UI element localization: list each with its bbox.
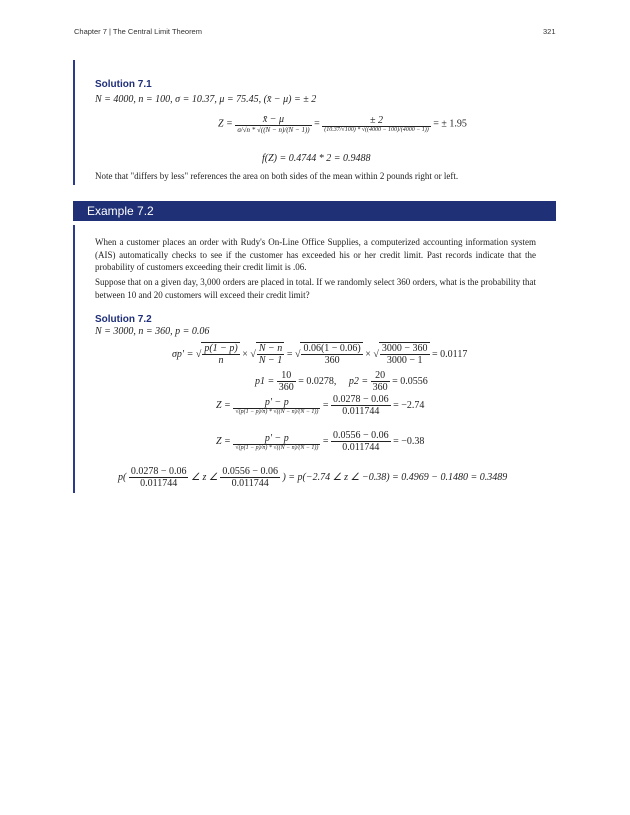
z-num2: ± 2: [322, 115, 431, 127]
p2-lhs: p2 =: [348, 375, 369, 387]
z1-frac-2: [331, 394, 391, 417]
prob-mid: ∠ z ∠: [190, 471, 218, 483]
p1-frac: [277, 370, 296, 393]
z2-result: = −0.38: [393, 435, 425, 447]
solution-7-2-givens: N = 3000, n = 360, p = 0.06: [95, 326, 210, 337]
z1-result: = −2.74: [393, 399, 425, 411]
z1-frac-1: [233, 397, 320, 415]
p1-p2-formula: [255, 370, 428, 393]
z1-num2: 0.0278 − 0.06: [333, 394, 389, 405]
prob-frac-a: [129, 466, 189, 489]
sigma-f2d: N − 1: [258, 355, 283, 366]
z-den1: σ/√n * √((N − n)/(N − 1)): [237, 126, 310, 134]
z2-num: p' − p: [233, 433, 320, 445]
z2-lhs: Z =: [216, 435, 231, 447]
example-7-2-paragraph-1: When a customer places an order with Rudy's On-Line Office Supplies, a computerized accounting information system (AIS) automatically checks to see if the customer has exceeded his or her credit limit. Past records indicate that the probability of customers exceeding their credit limit is .06.: [95, 237, 536, 272]
page-number: 321: [543, 27, 556, 36]
p1-num: 10: [277, 370, 296, 382]
sigma-frac-3: [301, 343, 362, 366]
z-lhs: Z =: [218, 118, 233, 130]
solution-7-1-z-formula: Z = $\frac{x̄ - \mu}{\sigma/√n * √((N - n)/(N - 1))}$ = $\frac{\pm 2}{(10.37/√100) * √((4000 - 100)/(4000 - 1))}$ = ± 1.95: [218, 114, 467, 134]
sigma-f4n: 3000 − 360: [381, 343, 428, 354]
z1-num: p' − p: [233, 397, 320, 409]
p2-result: = 0.0556: [392, 375, 428, 387]
z1-den: √(p(1 − p)/n) * √((N − n)/(N − 1)): [235, 408, 319, 415]
solution-7-1-title: Solution 7.1: [95, 79, 152, 90]
prob-b-num: 0.0556 − 0.06: [222, 466, 278, 477]
p2-frac: [371, 370, 390, 393]
prob-a-den: 0.011744: [140, 478, 178, 489]
z2-den2: 0.011744: [342, 442, 380, 453]
z-num1: x̄ − μ: [235, 114, 311, 126]
probability-formula: p( $\frac{0.0278 - 0.06}{0.011744}$ ∠ z ∠ $\frac{0.0556 - 0.06}{0.011744}$ ) = p(−2.74 ∠ z ∠ −0.38) = 0.4969 − 0.1480 = 0.3489: [118, 466, 508, 489]
prob-a-num: 0.0278 − 0.06: [130, 466, 187, 477]
prob-frac-b: [220, 466, 280, 489]
z2-formula: Z = $\frac{p' - p}{√(p(1 - p)/n) * √((N - n)/(N - 1))}$ = $\frac{0.0556 - 0.06}{0.011744}$ = −0.38: [216, 430, 425, 453]
z1-formula: Z = $\frac{p' - p}{√(p(1 - p)/n) * √((N - n)/(N - 1))}$ = $\frac{0.0278 - 0.06}{0.011744}$ = −2.74: [216, 394, 425, 417]
z-result: = ± 1.95: [433, 118, 467, 130]
sigma-f3n: 0.06(1 − 0.06): [303, 343, 361, 354]
sigma-result: = 0.0117: [432, 348, 468, 360]
solution-7-1-givens: N = 4000, n = 100, σ = 10.37, μ = 75.45, (x̄ − μ) = ± 2: [95, 94, 317, 105]
prob-rest: = p(−2.74 ∠ z ∠ −0.38) = 0.4969 − 0.1480 = 0.3489: [288, 471, 508, 483]
sigma-frac-1: [202, 343, 239, 366]
sigma-f2n: N − n: [258, 343, 283, 354]
solution-7-1-f-line: f(Z) = 0.4744 * 2 = 0.9488: [262, 153, 371, 164]
z1-lhs: Z =: [216, 399, 231, 411]
sigma-f1d: n: [218, 355, 224, 366]
example-7-2-sidebar: [73, 225, 75, 493]
sigma-frac-2: [257, 343, 284, 366]
sigma-f1n: p(1 − p): [204, 343, 238, 354]
z2-num2: 0.0556 − 0.06: [333, 430, 389, 441]
solution-7-1-note: Note that "differs by less" references the area on both sides of the mean within 2 pounds right or left.: [95, 171, 459, 181]
p1-result: = 0.0278,: [298, 375, 337, 387]
example-7-2-title: Example 7.2: [87, 204, 154, 218]
running-header-chapter: Chapter 7 | The Central Limit Theorem: [74, 27, 202, 36]
example-7-2-paragraph-2: Suppose that on a given day, 3,000 orders are placed in total. If we randomly select 360 orders, what is the probability that between 10 and 20 customers will exceed their credit limit?: [95, 277, 536, 300]
z1-den2: 0.011744: [342, 406, 380, 417]
z2-den: √(p(1 − p)/n) * √((N − n)/(N − 1)): [235, 444, 319, 451]
p1-den: 360: [278, 382, 294, 393]
sigma-f4d: 3000 − 1: [386, 355, 423, 366]
prob-b-den: 0.011744: [231, 478, 269, 489]
sigma-f3d: 360: [324, 355, 340, 366]
z-den2: (10.37/√100) * √((4000 − 100)/(4000 − 1)): [324, 127, 429, 133]
z2-frac-1: [233, 433, 320, 451]
sigma-formula: σp' = √ $\frac{p(1 - p)}{n}$ × √ $\frac{N - n}{N - 1}$ = √ $\frac{0.06(1 - 0.06)}{360}$ × √ $\frac{3000 - 360}{3000 - 1}$ = 0.0117: [172, 343, 468, 366]
z-fraction-2: [322, 115, 431, 133]
sigma-frac-4: [380, 343, 430, 366]
z-fraction-1: [235, 114, 311, 134]
solution-7-2-title: Solution 7.2: [95, 314, 152, 325]
example-7-2-banner: [73, 201, 556, 221]
sigma-lhs: σp' =: [172, 348, 194, 360]
solution-7-1-sidebar: [73, 60, 75, 185]
z2-frac-2: [331, 430, 391, 453]
p1-lhs: p1 =: [255, 375, 275, 387]
p2-num: 20: [371, 370, 390, 382]
p2-den: 360: [372, 382, 388, 393]
